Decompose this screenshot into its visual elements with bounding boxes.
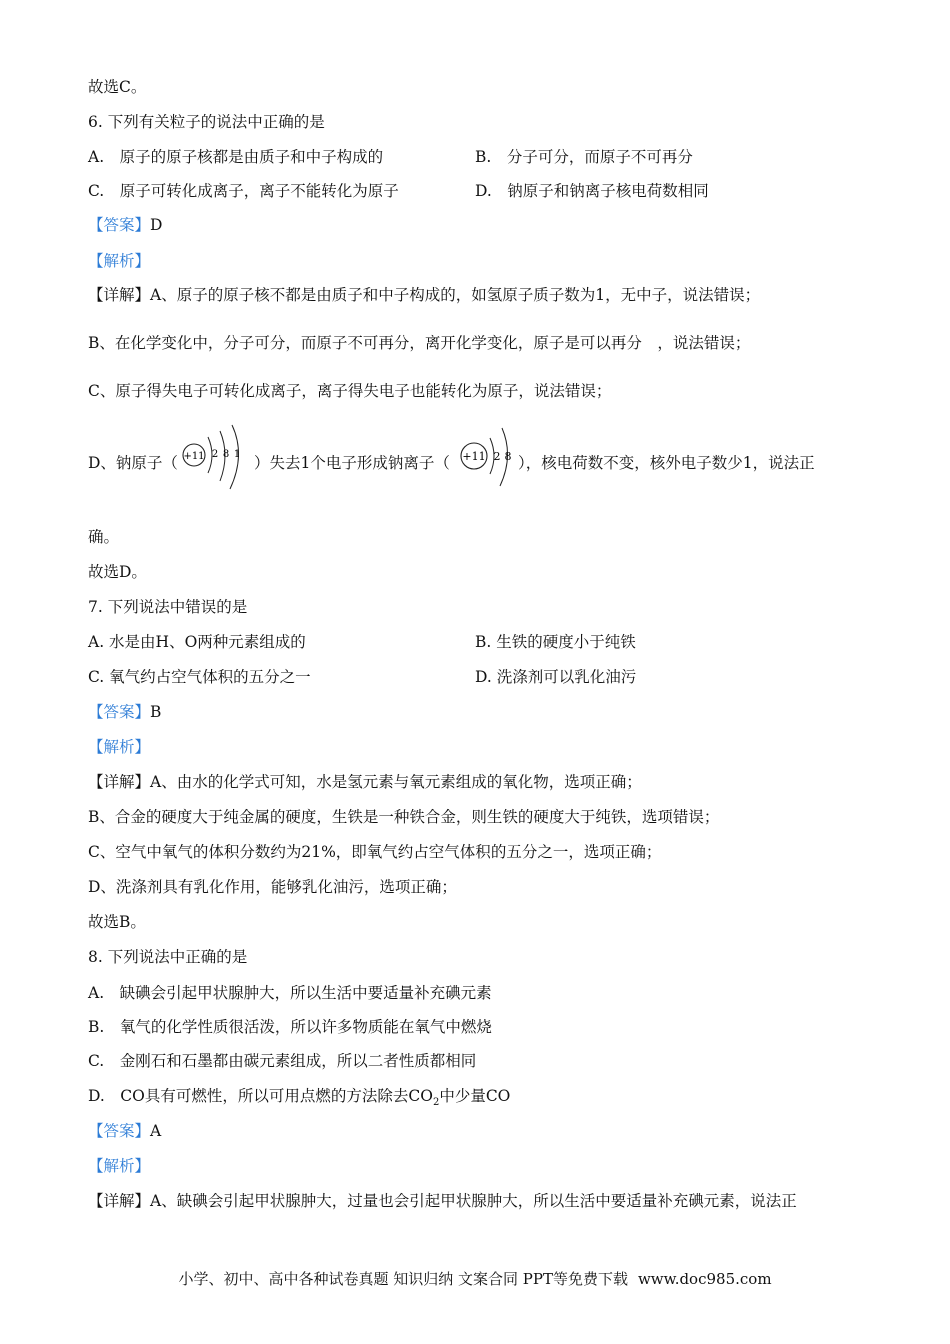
q6-stem: 6. 下列有关粒子的说法中正确的是: [88, 113, 325, 131]
analysis-tag: 【解析】: [88, 738, 151, 756]
answer-tag: 【答案】: [88, 1122, 151, 1140]
q8-answer: [88, 1120, 161, 1142]
q7-detail-c: C、空气中氧气的体积分数约为21%，即氧气约占空气体积的五分之一，选项正确；: [88, 843, 662, 861]
answer-value: D: [150, 216, 163, 234]
footer-text: 小学、初中、高中各种试卷真题 知识归纳 文案合同 PPT等免费下载: [178, 1270, 628, 1288]
analysis-tag: 【解析】: [88, 1157, 151, 1175]
q7-option-d: D. 洗涤剂可以乳化油污: [475, 668, 637, 686]
q7-option-b: B. 生铁的硬度小于纯铁: [475, 633, 636, 651]
ion-shell-1: 2: [493, 450, 501, 463]
atom-nucleus-label: +11: [183, 451, 205, 462]
q6-detail-a: [88, 284, 760, 306]
answer-tag: 【答案】: [88, 703, 151, 721]
subscript: 2: [432, 1097, 440, 1109]
q6-detail-b: B、在化学变化中，分子可分，而原子不可再分，离开化学变化，原子是可以再分 ，说法错误；: [88, 334, 751, 352]
ion-nucleus-label: +11: [462, 450, 486, 463]
q6-option-c: C. 原子可转化成离子，离子不能转化为原子: [88, 182, 399, 200]
sodium-ion-diagram: [456, 422, 516, 494]
atom-shell-2: 8: [222, 449, 230, 460]
q6-analysis-heading: [88, 250, 150, 272]
q8-detail-a: [88, 1190, 797, 1212]
q7-detail-a: [88, 771, 642, 793]
analysis-tag: 【解析】: [88, 252, 151, 270]
q7-option-c: C. 氧气约占空气体积的五分之一: [88, 668, 311, 686]
detail-text: A、原子的原子核不都是由质子和中子构成的，如氢原子质子数为1，无中子，说法错误；: [150, 286, 761, 304]
detail-tag: 【详解】: [88, 773, 151, 791]
q8-option-d: [88, 1085, 510, 1114]
ion-shell-2: 8: [504, 450, 512, 463]
sodium-atom-diagram: [176, 425, 248, 497]
q6-answer: [88, 214, 162, 236]
atom-shell-3: 1: [233, 449, 241, 460]
q6-detail-d-part3: ），核电荷数不变，核外电子数少1，说法正: [518, 454, 815, 472]
q7-stem: 7. 下列说法中错误的是: [88, 598, 248, 616]
q7-answer: [88, 701, 161, 723]
detail-text: A、由水的化学式可知，水是氢元素与氧元素组成的氧化物，选项正确；: [150, 773, 642, 791]
q8-analysis-heading: [88, 1155, 150, 1177]
answer-value: A: [150, 1122, 162, 1140]
q7-detail-b: B、合金的硬度大于纯金属的硬度，生铁是一种铁合金，则生铁的硬度大于纯铁，选项错误；: [88, 808, 720, 826]
q6-option-a: A. 原子的原子核都是由质子和中子构成的: [88, 148, 384, 166]
answer-value: B: [150, 703, 162, 721]
footer-link[interactable]: www.doc985.com: [637, 1270, 772, 1288]
q6-detail-c: C、原子得失电子可转化成离子，离子得失电子也能转化为原子，说法错误；: [88, 382, 612, 400]
q6-option-b: B. 分子可分，而原子不可再分: [475, 148, 693, 166]
q6-detail-d-part1: D、钠原子（: [88, 454, 178, 472]
option-d-text: D. CO具有可燃性，所以可用点燃的方法除去CO: [88, 1087, 433, 1105]
q7-conclusion: 故选B。: [88, 913, 146, 931]
q6-detail-d-part4: 确。: [88, 528, 120, 546]
q6-detail-d-part2: ）失去1个电子形成钠离子（: [254, 454, 450, 472]
detail-tag: 【详解】: [88, 286, 151, 304]
q8-option-b: B. 氧气的化学性质很活泼，所以许多物质能在氧气中燃烧: [88, 1018, 492, 1036]
q8-option-c: C. 金刚石和石墨都由碳元素组成，所以二者性质都相同: [88, 1052, 477, 1070]
q6-conclusion: 故选D。: [88, 563, 147, 581]
q7-analysis-heading: [88, 736, 150, 758]
option-d-text-end: 中少量CO: [439, 1087, 511, 1105]
detail-tag: 【详解】: [88, 1192, 151, 1210]
q7-detail-d: D、洗涤剂具有乳化作用，能够乳化油污，选项正确；: [88, 878, 457, 896]
page-footer: [0, 1268, 950, 1290]
q8-stem: 8. 下列说法中正确的是: [88, 948, 248, 966]
answer-tag: 【答案】: [88, 216, 151, 234]
atom-shell-1: 2: [211, 449, 219, 460]
q8-option-a: A. 缺碘会引起甲状腺肿大，所以生活中要适量补充碘元素: [88, 984, 492, 1002]
detail-text: A、缺碘会引起甲状腺肿大，过量也会引起甲状腺肿大，所以生活中要适量补充碘元素，说法正: [150, 1192, 797, 1210]
q7-option-a: A. 水是由H、O两种元素组成的: [88, 633, 306, 651]
q6-option-d: D. 钠原子和钠离子核电荷数相同: [475, 182, 709, 200]
q5-conclusion: 故选C。: [88, 78, 147, 96]
